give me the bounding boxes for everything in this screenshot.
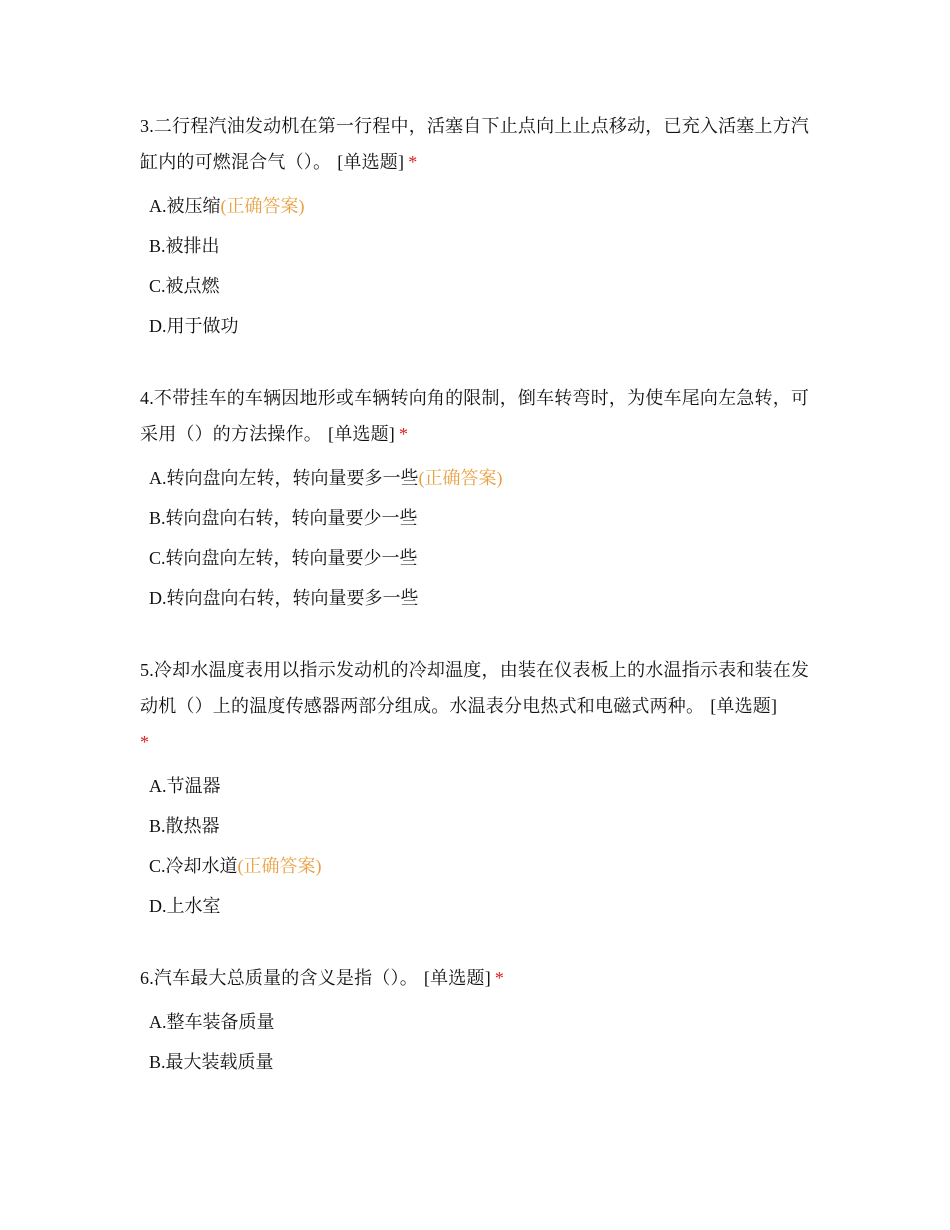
option-d bbox=[149, 578, 820, 618]
option-label: B.散热器 bbox=[149, 816, 220, 836]
option-label: D.转向盘向右转，转向量要多一些 bbox=[149, 588, 419, 608]
option-label: A.节温器 bbox=[149, 776, 221, 796]
question-list bbox=[140, 108, 820, 1082]
option-b bbox=[149, 226, 820, 266]
option-label: C.转向盘向左转，转向量要少一些 bbox=[149, 548, 418, 568]
option-a bbox=[149, 458, 820, 498]
option-label: A.整车装备质量 bbox=[149, 1012, 275, 1032]
option-label: D.用于做功 bbox=[149, 316, 239, 336]
question-5 bbox=[140, 652, 820, 926]
option-label: B.最大装载质量 bbox=[149, 1052, 274, 1072]
question-4 bbox=[140, 380, 820, 618]
option-a bbox=[149, 186, 820, 226]
option-list bbox=[140, 766, 820, 926]
option-label: A.被压缩 bbox=[149, 196, 221, 216]
option-d bbox=[149, 886, 820, 926]
question-stem: 3.二行程汽油发动机在第一行程中，活塞自下止点向上止点移动，已充入活塞上方汽缸内的可燃混合气（）。 bbox=[140, 116, 810, 172]
option-label: B.转向盘向右转，转向量要少一些 bbox=[149, 508, 418, 528]
question-text bbox=[140, 652, 820, 760]
option-label: B.被排出 bbox=[149, 236, 220, 256]
question-6 bbox=[140, 960, 820, 1082]
question-text bbox=[140, 960, 820, 996]
correct-answer-note: (正确答案) bbox=[237, 856, 322, 876]
question-stem: 4.不带挂车的车辆因地形或车辆转向角的限制，倒车转弯时，为使车尾向左急转，可采用（）的方法操作。 bbox=[140, 388, 810, 444]
required-mark: * bbox=[140, 732, 150, 752]
correct-answer-note: (正确答案) bbox=[418, 468, 503, 488]
option-c bbox=[149, 538, 820, 578]
question-type: [单选题] bbox=[337, 152, 405, 172]
option-list bbox=[140, 186, 820, 346]
option-list bbox=[140, 458, 820, 618]
option-a bbox=[149, 766, 820, 806]
option-a bbox=[149, 1002, 820, 1042]
option-b bbox=[149, 806, 820, 846]
option-b bbox=[149, 498, 820, 538]
required-mark: * bbox=[408, 152, 418, 172]
required-mark: * bbox=[399, 424, 409, 444]
option-c bbox=[149, 266, 820, 306]
option-b bbox=[149, 1042, 820, 1082]
option-label: C.被点燃 bbox=[149, 276, 220, 296]
option-d bbox=[149, 306, 820, 346]
required-mark: * bbox=[494, 968, 505, 988]
question-stem: 5.冷却水温度表用以指示发动机的冷却温度，由装在仪表板上的水温指示表和装在发动机（）上的温度传感器两部分组成。水温表分电热式和电磁式两种。 bbox=[140, 660, 810, 716]
question-type: [单选题] bbox=[710, 696, 778, 716]
question-3 bbox=[140, 108, 820, 346]
option-c bbox=[149, 846, 820, 886]
question-text bbox=[140, 380, 820, 452]
option-label: C.冷却水道 bbox=[149, 856, 238, 876]
question-stem: 6.汽车最大总质量的含义是指（）。 bbox=[140, 968, 418, 988]
option-list bbox=[140, 1002, 820, 1082]
question-text bbox=[140, 108, 820, 180]
question-type: [单选题] bbox=[423, 968, 491, 988]
option-label: A.转向盘向左转，转向量要多一些 bbox=[149, 468, 419, 488]
option-label: D.上水室 bbox=[149, 896, 221, 916]
correct-answer-note: (正确答案) bbox=[220, 196, 305, 216]
question-type: [单选题] bbox=[328, 424, 395, 444]
